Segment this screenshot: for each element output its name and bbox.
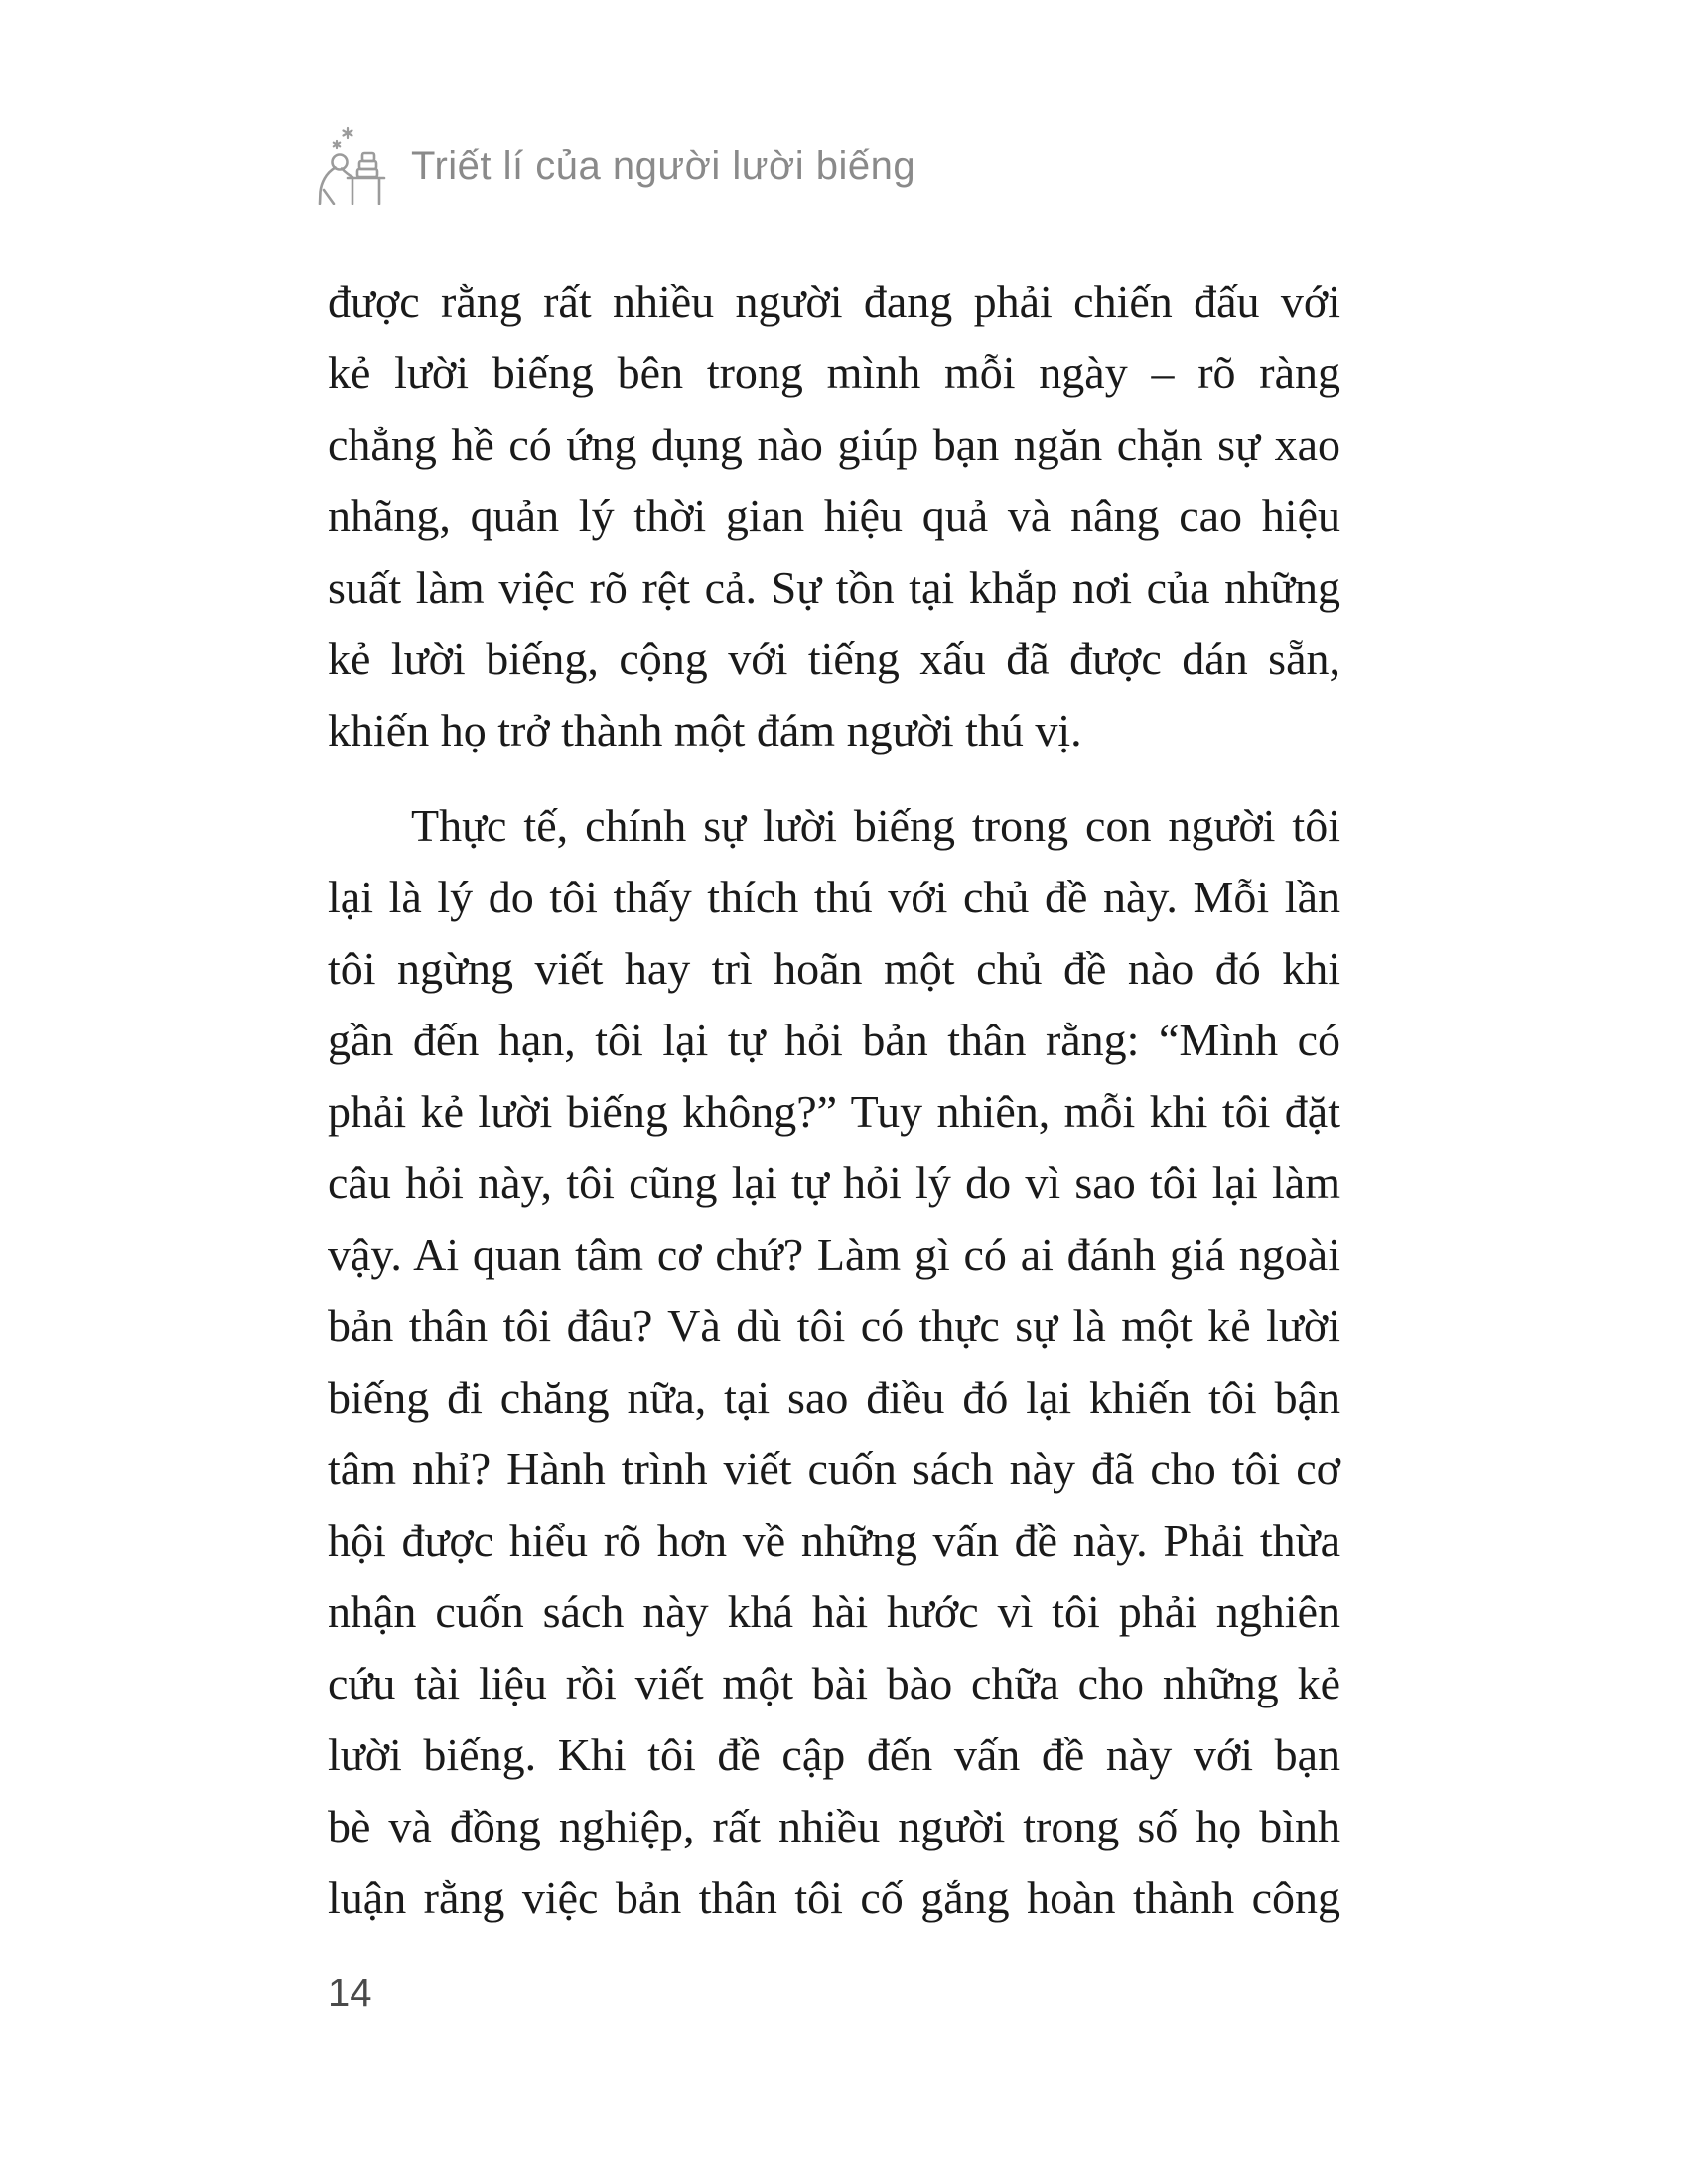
text-line: hội được hiểu rõ hơn về những vấn đề này. Phải thừa bbox=[328, 1515, 1340, 1566]
text-line: lười biếng. Khi tôi đề cập đến vấn đề này với bạn bbox=[328, 1729, 1340, 1780]
text-line: bè và đồng nghiệp, rất nhiều người trong số họ bình bbox=[328, 1801, 1340, 1851]
text-line: bản thân tôi đâu? Và dù tôi có thực sự là một kẻ lười bbox=[328, 1300, 1340, 1351]
lazy-person-sleeping-at-desk-icon bbox=[312, 126, 387, 205]
text-line: tôi ngừng viết hay trì hoãn một chủ đề nào đó khi bbox=[328, 943, 1340, 994]
text-line: vậy. Ai quan tâm cơ chứ? Làm gì có ai đánh giá ngoài bbox=[328, 1229, 1340, 1280]
text-line: gần đến hạn, tôi lại tự hỏi bản thân rằng: “Mình có bbox=[328, 1015, 1340, 1065]
text-line: nhận cuốn sách này khá hài hước vì tôi phải nghiên bbox=[328, 1586, 1340, 1637]
body-text bbox=[328, 266, 1340, 1934]
text-line: chẳng hề có ứng dụng nào giúp bạn ngăn chặn sự xao bbox=[328, 419, 1340, 470]
running-header bbox=[312, 123, 915, 208]
text-line: suất làm việc rõ rệt cả. Sự tồn tại khắp nơi của những bbox=[328, 562, 1340, 613]
text-line: cứu tài liệu rồi viết một bài bào chữa cho những kẻ bbox=[328, 1658, 1340, 1708]
text-line: Thực tế, chính sự lười biếng trong con người tôi bbox=[411, 800, 1340, 851]
paragraph bbox=[328, 790, 1340, 1934]
running-header-title: Triết lí của người lười biếng bbox=[411, 143, 916, 188]
text-line: tâm nhỉ? Hành trình viết cuốn sách này đã cho tôi cơ bbox=[328, 1443, 1340, 1494]
text-line: nhãng, quản lý thời gian hiệu quả và nâng cao hiệu bbox=[328, 490, 1340, 541]
text-line: lại là lý do tôi thấy thích thú với chủ đề này. Mỗi lần bbox=[328, 872, 1340, 922]
text-line: phải kẻ lười biếng không?” Tuy nhiên, mỗi khi tôi đặt bbox=[328, 1086, 1340, 1137]
page-number: 14 bbox=[328, 1972, 372, 2015]
text-line: luận rằng việc bản thân tôi cố gắng hoàn thành công bbox=[328, 1872, 1340, 1923]
text-line: khiến họ trở thành một đám người thú vị. bbox=[328, 705, 1082, 755]
text-line: câu hỏi này, tôi cũng lại tự hỏi lý do vì sao tôi lại làm bbox=[328, 1158, 1340, 1208]
text-line: kẻ lười biếng bên trong mình mỗi ngày – rõ ràng bbox=[328, 347, 1340, 398]
text-line: được rằng rất nhiều người đang phải chiến đấu với bbox=[328, 276, 1340, 327]
text-line: biếng đi chăng nữa, tại sao điều đó lại khiến tôi bận bbox=[328, 1372, 1340, 1423]
text-line: kẻ lười biếng, cộng với tiếng xấu đã được dán sẵn, bbox=[328, 633, 1340, 684]
paragraph bbox=[328, 266, 1340, 766]
